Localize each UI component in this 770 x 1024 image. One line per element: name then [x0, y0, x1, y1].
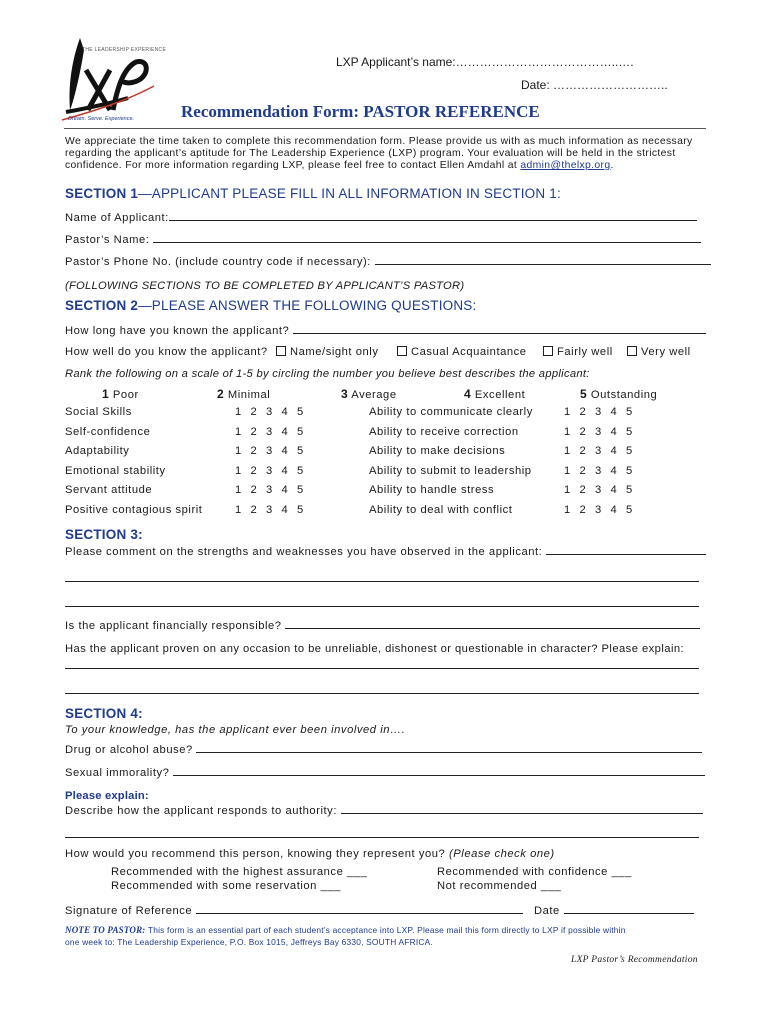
rec-highest[interactable]: Recommended with the highest assurance ___: [111, 866, 368, 878]
authority-row[interactable]: Describe how the applicant responds to authority:: [65, 804, 703, 817]
option-casual[interactable]: Casual Acquaintance: [397, 346, 527, 358]
recommend-question: How would you recommend this person, knowing they represent you? (Please check one): [65, 848, 555, 860]
trait-left: Emotional stability: [65, 464, 166, 477]
rating-scale-left-3[interactable]: 1 2 3 4 5: [235, 445, 304, 457]
signature-date-line[interactable]: [564, 904, 694, 914]
rating-scale-left-4[interactable]: 1 2 3 4 5: [235, 464, 304, 477]
pastor-note: (FOLLOWING SECTIONS TO BE COMPLETED BY APPLICANT’S PASTOR): [65, 280, 465, 292]
trait-right: Ability to make decisions: [369, 445, 506, 457]
footer-note-line-2: one week to: The Leadership Experience, P.O. Box 1015, Jeffreys Bay 6330, SOUTH AFRICA.: [65, 937, 433, 947]
signature-line[interactable]: [196, 904, 523, 914]
rating-scale-right-4[interactable]: 1 2 3 4 5: [564, 464, 633, 477]
rec-not[interactable]: Not recommended ___: [437, 880, 562, 892]
rating-scale-left-6[interactable]: 1 2 3 4 5: [235, 503, 304, 516]
trait-right: Ability to submit to leadership: [369, 464, 532, 477]
financial-line[interactable]: [285, 619, 700, 629]
rating-scale-right-5[interactable]: 1 2 3 4 5: [564, 484, 633, 496]
answer-line[interactable]: [65, 606, 699, 607]
section-3-heading: SECTION 3:: [65, 527, 143, 542]
section-1-heading: SECTION 1—APPLICANT PLEASE FILL IN ALL INFORMATION IN SECTION 1:: [65, 186, 561, 201]
date-label: Date:: [521, 78, 550, 92]
pastor-name-row[interactable]: Pastor’s Name:: [65, 233, 701, 246]
applicant-name-field[interactable]: LXP Applicant’s name:…………………………………..….: [336, 55, 634, 69]
option-fairly-well[interactable]: Fairly well: [543, 346, 613, 358]
pastor-phone-line[interactable]: [375, 255, 711, 265]
rating-scale-left-1[interactable]: 1 2 3 4 5: [235, 406, 304, 418]
unreliable-question: Has the applicant proven on any occasion to be unreliable, dishonest or questionable in character? Please explain:: [65, 643, 685, 655]
rating-scale-left-5[interactable]: 1 2 3 4 5: [235, 484, 304, 496]
pastor-name-line[interactable]: [153, 233, 701, 243]
footer-note: NOTE TO PASTOR: This form is an essential part of each student’s acceptance into LXP. Please mail this form directly to LXP if possible within: [65, 925, 626, 935]
checkbox[interactable]: [397, 346, 407, 356]
trait-right: Ability to communicate clearly: [369, 406, 533, 418]
rating-scale-right-3[interactable]: 1 2 3 4 5: [564, 445, 633, 457]
signature-row[interactable]: Signature of Reference: [65, 904, 523, 917]
strengths-line[interactable]: [546, 545, 706, 555]
page-footer-label: LXP Pastor’s Recommendation: [571, 955, 698, 965]
how-long-row[interactable]: How long have you known the applicant?: [65, 324, 706, 337]
checkbox[interactable]: [627, 346, 637, 356]
signature-date-row[interactable]: Date: [534, 904, 694, 917]
sexual-line[interactable]: [173, 766, 705, 776]
intro-line-2: regarding the applicant’s aptitude for The Leadership Experience (LXP) program. Your evaluation will be held in the strictest: [65, 148, 676, 159]
please-explain: Please explain:: [65, 790, 149, 802]
trait-left: Positive contagious spirit: [65, 503, 203, 516]
pastor-phone-row[interactable]: Pastor’s Phone No. (include country code if necessary):: [65, 255, 711, 268]
section-4-intro: To your knowledge, has the applicant ever been involved in….: [65, 724, 406, 736]
scale-1: 1 Poor: [102, 387, 139, 401]
section-4-heading: SECTION 4:: [65, 706, 143, 721]
scale-5: 5 Outstanding: [580, 387, 658, 401]
logo-graphic: [58, 30, 158, 125]
option-very-well[interactable]: Very well: [627, 346, 691, 358]
intro-line-3: confidence. For more information regarding LXP, please feel free to contact Ellen Amdahl at admin@thelxp.org.: [65, 160, 614, 171]
sexual-row[interactable]: Sexual immorality?: [65, 766, 705, 779]
trait-right: Ability to receive correction: [369, 425, 519, 438]
rating-scale-right-6[interactable]: 1 2 3 4 5: [564, 503, 633, 516]
intro-line-1: We appreciate the time taken to complete this recommendation form. Please provide us with as much information as necessary: [65, 136, 693, 147]
trait-left: Servant attitude: [65, 484, 153, 496]
financial-row[interactable]: Is the applicant financially responsible?: [65, 619, 700, 632]
checkbox[interactable]: [276, 346, 286, 356]
scale-3: 3 Average: [341, 387, 397, 401]
rating-scale-left-2[interactable]: 1 2 3 4 5: [235, 425, 304, 438]
answer-line[interactable]: [65, 837, 699, 838]
how-long-line[interactable]: [293, 324, 706, 334]
trait-left: Social Skills: [65, 406, 132, 418]
logo-tagline: Dream. Serve. Experience.: [68, 116, 135, 122]
option-name-sight[interactable]: Name/sight only: [276, 346, 378, 358]
authority-line[interactable]: [341, 804, 703, 814]
trait-right: Ability to handle stress: [369, 484, 495, 496]
lxp-logo: [58, 30, 167, 125]
drug-row[interactable]: Drug or alcohol abuse?: [65, 743, 702, 756]
scale-2: 2 Minimal: [217, 387, 271, 401]
title-rule: [64, 128, 706, 129]
strengths-row[interactable]: Please comment on the strengths and weaknesses you have observed in the applicant:: [65, 545, 706, 558]
contact-email-link[interactable]: admin@thelxp.org: [520, 160, 611, 171]
how-well-label: How well do you know the applicant?: [65, 346, 268, 358]
trait-right: Ability to deal with conflict: [369, 503, 513, 516]
rating-scale-right-1[interactable]: 1 2 3 4 5: [564, 406, 633, 418]
logo-caption: THE LEADERSHIP EXPERIENCE: [82, 47, 167, 53]
rating-scale-right-2[interactable]: 1 2 3 4 5: [564, 425, 633, 438]
rank-instruction: Rank the following on a scale of 1-5 by circling the number you believe best describes the applicant:: [65, 368, 590, 380]
answer-line[interactable]: [65, 581, 699, 582]
trait-left: Adaptability: [65, 445, 130, 457]
applicant-name-line[interactable]: [169, 211, 697, 221]
date-field[interactable]: Date: ………………………..: [521, 78, 668, 92]
drug-line[interactable]: [196, 743, 702, 753]
answer-line[interactable]: [65, 668, 699, 669]
checkbox[interactable]: [543, 346, 553, 356]
answer-line[interactable]: [65, 693, 699, 694]
form-title: Recommendation Form: PASTOR REFERENCE: [181, 102, 540, 121]
trait-left: Self-confidence: [65, 425, 151, 438]
applicant-name-label: LXP Applicant’s name:: [336, 55, 456, 69]
applicant-name-row[interactable]: Name of Applicant:: [65, 211, 697, 224]
rec-confidence[interactable]: Recommended with confidence ___: [437, 866, 632, 878]
scale-4: 4 Excellent: [464, 387, 526, 401]
section-2-heading: SECTION 2—PLEASE ANSWER THE FOLLOWING QUESTIONS:: [65, 298, 477, 313]
rec-reservation[interactable]: Recommended with some reservation ___: [111, 880, 341, 892]
